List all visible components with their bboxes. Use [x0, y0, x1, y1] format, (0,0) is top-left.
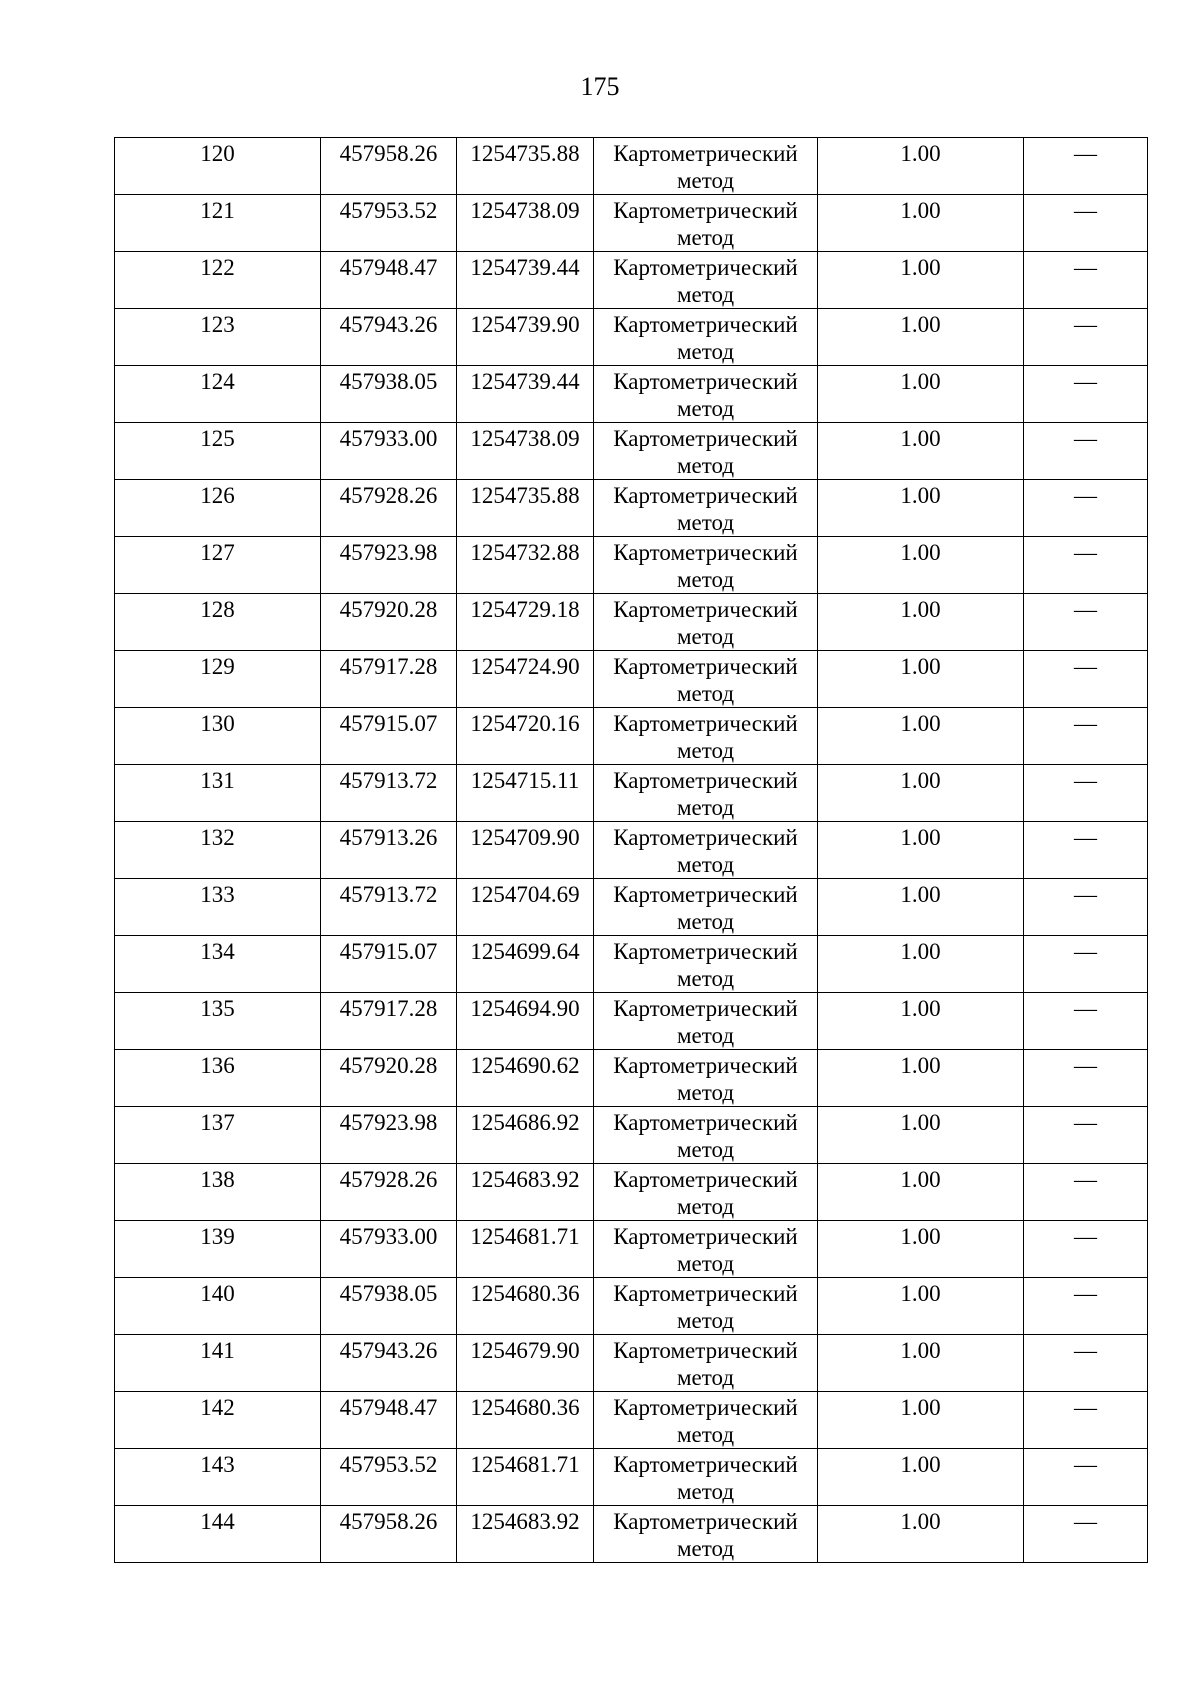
coordinate-x-cell: 457915.07: [321, 936, 457, 993]
accuracy-cell: 1.00: [818, 1392, 1024, 1449]
point-number-cell: 139: [115, 1221, 321, 1278]
coordinate-x-cell: 457913.26: [321, 822, 457, 879]
point-number-cell: 141: [115, 1335, 321, 1392]
coordinate-x-cell: 457923.98: [321, 1107, 457, 1164]
table-row: [115, 423, 1148, 480]
coordinates-table-body: [115, 138, 1148, 1563]
accuracy-cell: 1.00: [818, 651, 1024, 708]
point-number-cell: 128: [115, 594, 321, 651]
point-number-cell: 121: [115, 195, 321, 252]
accuracy-cell: 1.00: [818, 1107, 1024, 1164]
coordinate-y-cell: 1254739.90: [457, 309, 594, 366]
accuracy-cell: 1.00: [818, 480, 1024, 537]
point-number-cell: 130: [115, 708, 321, 765]
accuracy-cell: 1.00: [818, 1335, 1024, 1392]
coordinate-y-cell: 1254732.88: [457, 537, 594, 594]
note-cell: —: [1024, 138, 1148, 195]
accuracy-cell: 1.00: [818, 822, 1024, 879]
coordinate-x-cell: 457933.00: [321, 1221, 457, 1278]
accuracy-cell: 1.00: [818, 1164, 1024, 1221]
coordinate-y-cell: 1254690.62: [457, 1050, 594, 1107]
table-row: [115, 822, 1148, 879]
table-row: [115, 1107, 1148, 1164]
point-number-cell: 138: [115, 1164, 321, 1221]
table-row: [115, 366, 1148, 423]
method-cell: Картометрический метод: [594, 138, 818, 195]
accuracy-cell: 1.00: [818, 708, 1024, 765]
coordinate-x-cell: 457953.52: [321, 195, 457, 252]
point-number-cell: 129: [115, 651, 321, 708]
note-cell: —: [1024, 1221, 1148, 1278]
accuracy-cell: 1.00: [818, 252, 1024, 309]
table-row: [115, 1335, 1148, 1392]
coordinate-y-cell: 1254680.36: [457, 1392, 594, 1449]
table-row: [115, 1221, 1148, 1278]
table-row: [115, 879, 1148, 936]
coordinate-x-cell: 457915.07: [321, 708, 457, 765]
accuracy-cell: 1.00: [818, 1506, 1024, 1563]
method-cell: Картометрический метод: [594, 651, 818, 708]
table-row: [115, 1050, 1148, 1107]
note-cell: —: [1024, 1392, 1148, 1449]
note-cell: —: [1024, 936, 1148, 993]
accuracy-cell: 1.00: [818, 594, 1024, 651]
accuracy-cell: 1.00: [818, 537, 1024, 594]
table-row: [115, 537, 1148, 594]
method-cell: Картометрический метод: [594, 480, 818, 537]
point-number-cell: 142: [115, 1392, 321, 1449]
point-number-cell: 126: [115, 480, 321, 537]
method-cell: Картометрический метод: [594, 765, 818, 822]
method-cell: Картометрический метод: [594, 993, 818, 1050]
coordinate-y-cell: 1254729.18: [457, 594, 594, 651]
coordinate-y-cell: 1254724.90: [457, 651, 594, 708]
table-row: [115, 594, 1148, 651]
accuracy-cell: 1.00: [818, 1221, 1024, 1278]
table-row: [115, 195, 1148, 252]
coordinate-x-cell: 457913.72: [321, 765, 457, 822]
method-cell: Картометрический метод: [594, 1107, 818, 1164]
method-cell: Картометрический метод: [594, 1050, 818, 1107]
method-cell: Картометрический метод: [594, 309, 818, 366]
coordinate-x-cell: 457928.26: [321, 1164, 457, 1221]
accuracy-cell: 1.00: [818, 1449, 1024, 1506]
coordinate-y-cell: 1254720.16: [457, 708, 594, 765]
note-cell: —: [1024, 594, 1148, 651]
method-cell: Картометрический метод: [594, 594, 818, 651]
coordinate-x-cell: 457938.05: [321, 1278, 457, 1335]
accuracy-cell: 1.00: [818, 765, 1024, 822]
coordinate-y-cell: 1254683.92: [457, 1164, 594, 1221]
note-cell: —: [1024, 993, 1148, 1050]
table-row: [115, 480, 1148, 537]
table-row: [115, 1506, 1148, 1563]
coordinate-y-cell: 1254679.90: [457, 1335, 594, 1392]
coordinate-x-cell: 457928.26: [321, 480, 457, 537]
note-cell: —: [1024, 366, 1148, 423]
table-row: [115, 309, 1148, 366]
table-row: [115, 993, 1148, 1050]
method-cell: Картометрический метод: [594, 1221, 818, 1278]
coordinate-y-cell: 1254681.71: [457, 1449, 594, 1506]
point-number-cell: 127: [115, 537, 321, 594]
accuracy-cell: 1.00: [818, 1050, 1024, 1107]
point-number-cell: 133: [115, 879, 321, 936]
method-cell: Картометрический метод: [594, 708, 818, 765]
coordinate-y-cell: 1254694.90: [457, 993, 594, 1050]
note-cell: —: [1024, 1107, 1148, 1164]
note-cell: —: [1024, 879, 1148, 936]
coordinate-y-cell: 1254715.11: [457, 765, 594, 822]
note-cell: —: [1024, 1278, 1148, 1335]
coordinate-y-cell: 1254680.36: [457, 1278, 594, 1335]
coordinate-y-cell: 1254739.44: [457, 252, 594, 309]
accuracy-cell: 1.00: [818, 195, 1024, 252]
coordinate-y-cell: 1254699.64: [457, 936, 594, 993]
point-number-cell: 125: [115, 423, 321, 480]
point-number-cell: 144: [115, 1506, 321, 1563]
coordinate-y-cell: 1254735.88: [457, 480, 594, 537]
coordinate-x-cell: 457920.28: [321, 594, 457, 651]
coordinate-x-cell: 457938.05: [321, 366, 457, 423]
point-number-cell: 122: [115, 252, 321, 309]
method-cell: Картометрический метод: [594, 1335, 818, 1392]
accuracy-cell: 1.00: [818, 423, 1024, 480]
coordinate-x-cell: 457923.98: [321, 537, 457, 594]
coordinate-y-cell: 1254738.09: [457, 195, 594, 252]
note-cell: —: [1024, 195, 1148, 252]
note-cell: —: [1024, 651, 1148, 708]
coordinate-y-cell: 1254683.92: [457, 1506, 594, 1563]
method-cell: Картометрический метод: [594, 252, 818, 309]
table-row: [115, 1278, 1148, 1335]
method-cell: Картометрический метод: [594, 195, 818, 252]
point-number-cell: 143: [115, 1449, 321, 1506]
coordinate-x-cell: 457943.26: [321, 309, 457, 366]
accuracy-cell: 1.00: [818, 138, 1024, 195]
method-cell: Картометрический метод: [594, 537, 818, 594]
point-number-cell: 136: [115, 1050, 321, 1107]
table-row: [115, 1449, 1148, 1506]
accuracy-cell: 1.00: [818, 366, 1024, 423]
note-cell: —: [1024, 252, 1148, 309]
method-cell: Картометрический метод: [594, 1278, 818, 1335]
point-number-cell: 123: [115, 309, 321, 366]
accuracy-cell: 1.00: [818, 309, 1024, 366]
coordinates-table: [114, 137, 1148, 1563]
method-cell: Картометрический метод: [594, 366, 818, 423]
coordinate-y-cell: 1254686.92: [457, 1107, 594, 1164]
note-cell: —: [1024, 708, 1148, 765]
table-row: [115, 651, 1148, 708]
table-row: [115, 765, 1148, 822]
table-row: [115, 1392, 1148, 1449]
coordinate-y-cell: 1254704.69: [457, 879, 594, 936]
coordinate-x-cell: 457958.26: [321, 138, 457, 195]
coordinate-y-cell: 1254738.09: [457, 423, 594, 480]
coordinate-x-cell: 457958.26: [321, 1506, 457, 1563]
note-cell: —: [1024, 309, 1148, 366]
point-number-cell: 137: [115, 1107, 321, 1164]
coordinate-x-cell: 457943.26: [321, 1335, 457, 1392]
method-cell: Картометрический метод: [594, 1449, 818, 1506]
table-row: [115, 708, 1148, 765]
coordinate-x-cell: 457953.52: [321, 1449, 457, 1506]
accuracy-cell: 1.00: [818, 1278, 1024, 1335]
point-number-cell: 135: [115, 993, 321, 1050]
coordinate-x-cell: 457917.28: [321, 651, 457, 708]
coordinate-y-cell: 1254739.44: [457, 366, 594, 423]
note-cell: —: [1024, 537, 1148, 594]
coordinate-x-cell: 457933.00: [321, 423, 457, 480]
method-cell: Картометрический метод: [594, 879, 818, 936]
coordinate-x-cell: 457917.28: [321, 993, 457, 1050]
point-number-cell: 132: [115, 822, 321, 879]
note-cell: —: [1024, 822, 1148, 879]
method-cell: Картометрический метод: [594, 822, 818, 879]
accuracy-cell: 1.00: [818, 936, 1024, 993]
point-number-cell: 124: [115, 366, 321, 423]
method-cell: Картометрический метод: [594, 1392, 818, 1449]
table-row: [115, 936, 1148, 993]
note-cell: —: [1024, 1164, 1148, 1221]
coordinate-x-cell: 457948.47: [321, 252, 457, 309]
coordinate-x-cell: 457913.72: [321, 879, 457, 936]
page-number: 175: [580, 72, 620, 101]
note-cell: —: [1024, 480, 1148, 537]
point-number-cell: 140: [115, 1278, 321, 1335]
table-row: [115, 1164, 1148, 1221]
note-cell: —: [1024, 765, 1148, 822]
note-cell: —: [1024, 1050, 1148, 1107]
coordinate-y-cell: 1254709.90: [457, 822, 594, 879]
method-cell: Картометрический метод: [594, 936, 818, 993]
note-cell: —: [1024, 423, 1148, 480]
coordinate-y-cell: 1254735.88: [457, 138, 594, 195]
method-cell: Картометрический метод: [594, 1506, 818, 1563]
coordinate-y-cell: 1254681.71: [457, 1221, 594, 1278]
table-row: [115, 138, 1148, 195]
point-number-cell: 131: [115, 765, 321, 822]
note-cell: —: [1024, 1449, 1148, 1506]
table-row: [115, 252, 1148, 309]
note-cell: —: [1024, 1335, 1148, 1392]
method-cell: Картометрический метод: [594, 1164, 818, 1221]
point-number-cell: 134: [115, 936, 321, 993]
note-cell: —: [1024, 1506, 1148, 1563]
accuracy-cell: 1.00: [818, 879, 1024, 936]
coordinate-x-cell: 457920.28: [321, 1050, 457, 1107]
accuracy-cell: 1.00: [818, 993, 1024, 1050]
method-cell: Картометрический метод: [594, 423, 818, 480]
coordinate-x-cell: 457948.47: [321, 1392, 457, 1449]
point-number-cell: 120: [115, 138, 321, 195]
